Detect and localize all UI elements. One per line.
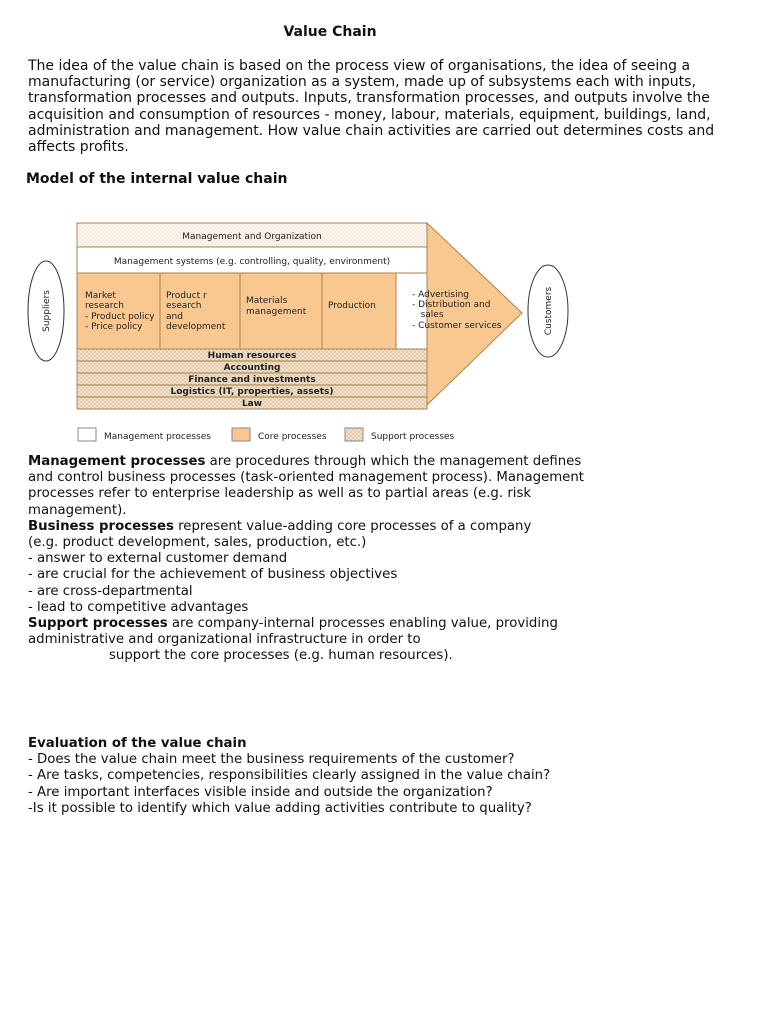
legend-swatch-core — [232, 428, 250, 441]
legend-swatch-support — [345, 428, 363, 441]
svg-text:Materials: Materials — [246, 296, 288, 306]
business-line: - are crucial for the achievement of business objectives — [28, 567, 398, 583]
management-processes-term: Management processes — [28, 454, 206, 469]
core-box-production — [322, 273, 396, 349]
svg-text:- Customer services: - Customer services — [412, 321, 502, 331]
support-processes-term: Support processes — [28, 616, 168, 632]
legend-support: Support processes — [371, 432, 455, 442]
management-org-label: Management and Organization — [182, 232, 322, 242]
svg-text:Market: Market — [85, 291, 116, 301]
support-finance: Finance and investments — [188, 375, 316, 385]
support-hr: Human resources — [207, 351, 297, 361]
value-chain-diagram — [22, 215, 582, 447]
legend-swatch-management — [78, 428, 96, 441]
evaluation-item: - Does the value chain meet the business requirements of the customer? — [28, 752, 515, 768]
business-line: (e.g. product development, sales, production, etc.) — [28, 535, 367, 551]
core-box-market — [77, 273, 160, 349]
process-descriptions — [28, 454, 588, 665]
evaluation-item: - Are tasks, competencies, responsibilities clearly assigned in the value chain? — [28, 768, 551, 784]
management-systems-label: Management systems (e.g. controlling, quality, environment) — [113, 257, 391, 267]
core-label-production — [328, 301, 376, 311]
svg-text:esearch: esearch — [166, 301, 202, 311]
svg-text:development: development — [166, 322, 226, 332]
business-processes-paragraph: Business processes represent value-adding core processes of a company — [28, 518, 532, 534]
evaluation-item: - Are important interfaces visible inside and outside the organization? — [28, 784, 493, 800]
business-line: - answer to external customer demand — [28, 551, 288, 567]
svg-text:- Advertising: - Advertising — [412, 290, 470, 300]
support-processes-paragraph: Support processes are company-internal processes enabling value, providing administrative and organizational infrastructure in order to — [28, 616, 558, 648]
svg-text:Production: Production — [328, 301, 376, 311]
evaluation-item: -Is it possible to identify which value adding activities contribute to quality? — [28, 800, 532, 816]
legend-core: Core processes — [258, 432, 327, 442]
svg-text:- Price policy: - Price policy — [85, 322, 143, 332]
svg-text:- Product policy: - Product policy — [85, 312, 155, 322]
support-rows — [77, 349, 427, 409]
evaluation-section — [28, 736, 748, 817]
svg-text:Product r: Product r — [166, 291, 207, 301]
evaluation-heading: Evaluation of the value chain — [28, 736, 247, 751]
svg-text:- Distribution and: - Distribution and — [412, 300, 491, 310]
svg-text:and: and — [166, 312, 183, 322]
page-title: Value Chain — [283, 24, 377, 40]
support-processes-tail: support the core processes (e.g. human resources). — [109, 648, 453, 664]
support-law: Law — [241, 399, 263, 409]
legend-management: Management processes — [104, 432, 211, 442]
svg-text:management: management — [246, 307, 307, 317]
support-logistics: Logistics (IT, properties, assets) — [170, 387, 334, 397]
core-box-product — [160, 273, 240, 349]
customers-label: Customers — [544, 286, 554, 336]
business-processes-term: Business processes — [28, 518, 174, 534]
support-accounting: Accounting — [223, 363, 281, 373]
svg-text:research: research — [85, 301, 124, 311]
management-processes-paragraph: Management processes are procedures through which the management defines and control business processes (task-oriented management process). Management processes refer to enterprise leadership as well as to partial areas (e.g. risk management). — [28, 454, 584, 518]
business-line: - lead to competitive advantages — [28, 599, 249, 615]
business-line: - are cross-departmental — [28, 583, 193, 599]
model-heading: Model of the internal value chain — [26, 171, 288, 187]
suppliers-label: Suppliers — [42, 290, 52, 332]
intro-paragraph: The idea of the value chain is based on the process view of organisations, the idea of seeing a manufacturing (or service) organization as a system, made up of subsystems each with inputs, transformation processes and outputs. Inputs, transformation processes, and outputs involve the acquisition and consumption of resources - money, labour, materials, equipment, buildings, land, administration and management. How value chain activities are carried out determines costs and affects profits. — [28, 58, 715, 156]
svg-text:sales: sales — [412, 310, 444, 320]
diagram-legend — [78, 428, 455, 442]
